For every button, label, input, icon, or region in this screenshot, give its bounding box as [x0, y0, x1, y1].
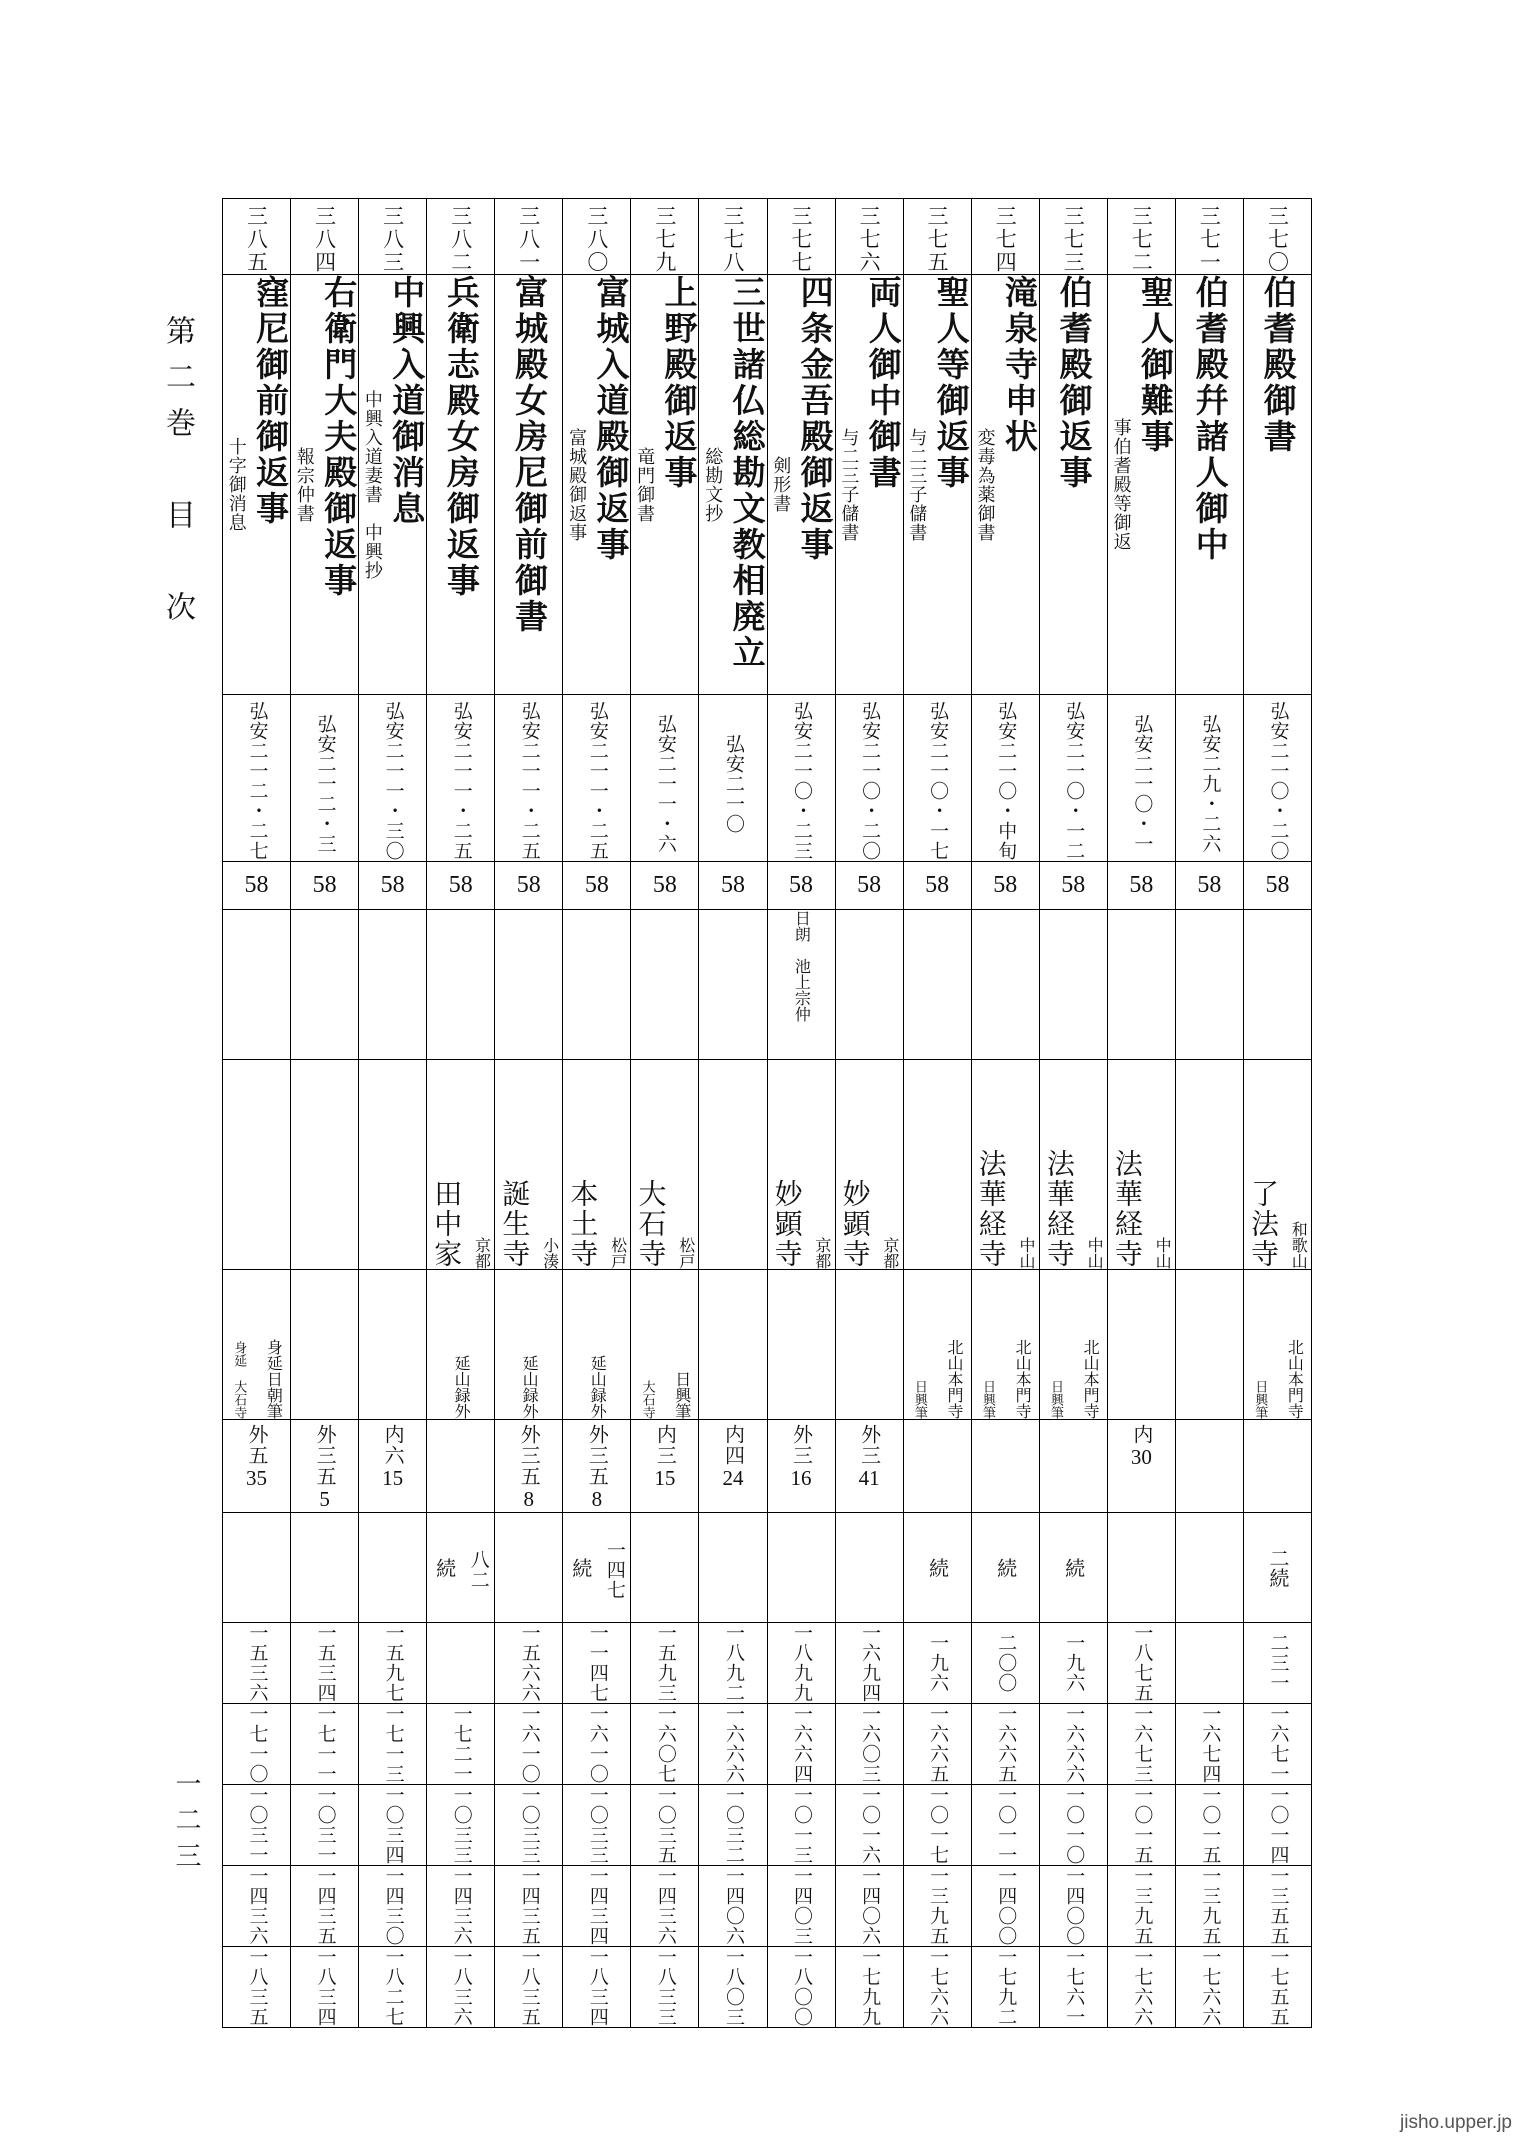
entry-place: 京都 田中家 [427, 1060, 495, 1270]
entry-ref: 一四〇六 [699, 1866, 767, 1947]
table-row-entry-inout [223, 1420, 1312, 1513]
entry-ref: 一六六五 [903, 1704, 971, 1785]
entry-number: 三八三 [359, 199, 427, 275]
entry-place: 京都 妙顕寺 [835, 1060, 903, 1270]
entry-ref: 一〇三三 [563, 1785, 631, 1866]
entry-ref: 一四三六 [631, 1866, 699, 1947]
entry-inout [903, 1420, 971, 1513]
entry-title: 聖人御難事 事伯耆殿等御返 [1107, 275, 1175, 695]
entry-ref: 一六〇七 [631, 1704, 699, 1785]
entry-title: 聖人等御返事 与二三子儲書 [903, 275, 971, 695]
entry-inout: 外三五 8 [495, 1420, 563, 1513]
entry-ref: 一四〇六 [835, 1866, 903, 1947]
entry-source: 日興筆 大石寺 [631, 1270, 699, 1420]
entry-inout [427, 1420, 495, 1513]
entry-ref: 一八〇〇 [767, 1947, 835, 2028]
entry-ref: 一五三四 [291, 1623, 359, 1704]
entry-date: 弘安二一二・二七 [223, 695, 291, 862]
entry-date: 弘安二一〇 [699, 695, 767, 862]
entry-author-note [563, 910, 631, 1060]
entry-ref [427, 1623, 495, 1704]
entry-place [699, 1060, 767, 1270]
entry-title: 窪尼御前御返事 十字御消息 [223, 275, 291, 695]
entry-date: 弘安二九・二六 [1175, 695, 1243, 862]
entry-ref: 一六一〇 [495, 1704, 563, 1785]
entry-volume: 58 [1175, 862, 1243, 910]
entry-title: 滝泉寺申状 変毒為薬御書 [971, 275, 1039, 695]
entry-ref: 一四三五 [291, 1866, 359, 1947]
entry-source [1175, 1270, 1243, 1420]
entry-place [223, 1060, 291, 1270]
entry-source: 北山本門寺 日興筆 [1243, 1270, 1311, 1420]
entry-ref: 一七一一 [291, 1704, 359, 1785]
entry-inout: 外三五 5 [291, 1420, 359, 1513]
entry-ref: 一〇三三 [495, 1785, 563, 1866]
entry-zoku: 続 [903, 1513, 971, 1623]
entry-place: 中山 法華経寺 [1107, 1060, 1175, 1270]
table-row-entry-place [223, 1060, 1312, 1270]
table-row-entry-author-note [223, 910, 1312, 1060]
entry-ref: 一七六一 [1039, 1947, 1107, 2028]
table-row-entry-ref [223, 1866, 1312, 1947]
entry-ref: 一五三六 [223, 1623, 291, 1704]
entry-ref: 一七九二 [971, 1947, 1039, 2028]
entry-title: 上野殿御返事 竜門御書 [631, 275, 699, 695]
entry-source: 北山本門寺 日興筆 [903, 1270, 971, 1420]
entry-place [359, 1060, 427, 1270]
entry-date: 弘安二一〇・一二 [1039, 695, 1107, 862]
entry-title: 伯耆殿御書 [1243, 275, 1311, 695]
entry-inout: 外三 41 [835, 1420, 903, 1513]
table-row-entry-volume [223, 862, 1312, 910]
entry-ref: 二三一 [1243, 1623, 1311, 1704]
entry-ref: 一七五五 [1243, 1947, 1311, 2028]
entry-source [767, 1270, 835, 1420]
entry-ref: 一七六六 [1107, 1947, 1175, 2028]
entry-place: 京都 妙顕寺 [767, 1060, 835, 1270]
entry-author-note [971, 910, 1039, 1060]
entry-date: 弘安二一〇・二三 [767, 695, 835, 862]
entry-zoku: 二続 [1243, 1513, 1311, 1623]
entry-ref: 一〇一五 [1175, 1785, 1243, 1866]
entry-date: 弘安二一一・二五 [427, 695, 495, 862]
entry-ref: 一四三五 [495, 1866, 563, 1947]
entry-number: 三八一 [495, 199, 563, 275]
entry-inout: 外三 16 [767, 1420, 835, 1513]
entry-number: 三七三 [1039, 199, 1107, 275]
table-row-entry-ref [223, 1785, 1312, 1866]
entry-title: 兵衛志殿女房御返事 [427, 275, 495, 695]
entry-volume: 58 [971, 862, 1039, 910]
entry-ref: 一八三四 [563, 1947, 631, 2028]
entry-ref: 一〇三一 [223, 1785, 291, 1866]
entry-zoku: 続 [971, 1513, 1039, 1623]
entry-zoku [767, 1513, 835, 1623]
entry-ref: 一六七三 [1107, 1704, 1175, 1785]
entry-source [291, 1270, 359, 1420]
entry-ref: 一七六六 [1175, 1947, 1243, 2028]
entry-inout [971, 1420, 1039, 1513]
entry-ref: 一六一〇 [563, 1704, 631, 1785]
entry-volume: 58 [631, 862, 699, 910]
entry-source: 身延日朝筆 身延 大石寺 [223, 1270, 291, 1420]
entry-place [1175, 1060, 1243, 1270]
entry-inout [1243, 1420, 1311, 1513]
entry-ref: 一四〇〇 [971, 1866, 1039, 1947]
entry-number: 三七五 [903, 199, 971, 275]
entry-volume: 58 [835, 862, 903, 910]
entry-number: 三八〇 [563, 199, 631, 275]
entry-place [903, 1060, 971, 1270]
entry-source: 延山録外 [427, 1270, 495, 1420]
entry-ref: 一八九二 [699, 1623, 767, 1704]
entry-ref: 一六六六 [699, 1704, 767, 1785]
entry-ref: 一三九五 [1107, 1866, 1175, 1947]
entry-ref: 一五九三 [631, 1623, 699, 1704]
entry-zoku [495, 1513, 563, 1623]
watermark: jisho.upper.jp [1400, 2112, 1512, 2133]
entry-title: 両人御中御書 与二三子儲書 [835, 275, 903, 695]
entry-author-note [631, 910, 699, 1060]
entry-ref: 一六九四 [835, 1623, 903, 1704]
entry-volume: 58 [427, 862, 495, 910]
entry-ref: 一八七五 [1107, 1623, 1175, 1704]
entry-ref: 二〇〇 [971, 1623, 1039, 1704]
entry-date: 弘安二一一・三〇 [359, 695, 427, 862]
entry-inout: 内三 15 [631, 1420, 699, 1513]
entry-place: 松戸 大石寺 [631, 1060, 699, 1270]
entry-place: 松戸 本土寺 [563, 1060, 631, 1270]
entry-ref: 一八〇三 [699, 1947, 767, 2028]
entry-number: 三八五 [223, 199, 291, 275]
entry-number: 三七一 [1175, 199, 1243, 275]
entry-author-note [359, 910, 427, 1060]
entry-author-note [699, 910, 767, 1060]
entry-author-note [495, 910, 563, 1060]
entry-ref: 一九六 [1039, 1623, 1107, 1704]
entry-author-note [1039, 910, 1107, 1060]
entry-date: 弘安二一〇・一 [1107, 695, 1175, 862]
entry-ref: 一〇一六 [835, 1785, 903, 1866]
entry-number: 三七〇 [1243, 199, 1311, 275]
entry-inout [1039, 1420, 1107, 1513]
entry-source [835, 1270, 903, 1420]
entry-ref: 一六六五 [971, 1704, 1039, 1785]
entry-ref: 一〇三五 [631, 1785, 699, 1866]
entry-author-note [427, 910, 495, 1060]
entry-inout: 外五 35 [223, 1420, 291, 1513]
entry-ref: 一七一三 [359, 1704, 427, 1785]
entry-author-note [1243, 910, 1311, 1060]
entry-ref: 一〇一四 [1243, 1785, 1311, 1866]
entry-volume: 58 [903, 862, 971, 910]
entry-date: 弘安二一一・二五 [563, 695, 631, 862]
entry-date: 弘安二一〇・一七 [903, 695, 971, 862]
entry-title: 中興入道御消息 中興入道妻書 中興抄 [359, 275, 427, 695]
entry-volume: 58 [767, 862, 835, 910]
entry-inout: 内六 15 [359, 1420, 427, 1513]
entry-ref: 一八九九 [767, 1623, 835, 1704]
entry-ref: 一〇一三 [767, 1785, 835, 1866]
entry-ref: 一八三三 [631, 1947, 699, 2028]
entry-ref: 一〇三二 [699, 1785, 767, 1866]
entry-date: 弘安二一〇・中旬 [971, 695, 1039, 862]
entry-ref: 一〇一一 [971, 1785, 1039, 1866]
entry-place: 中山 法華経寺 [971, 1060, 1039, 1270]
entry-ref: 一四三四 [563, 1866, 631, 1947]
entry-date: 弘安二一〇・二〇 [835, 695, 903, 862]
entry-volume: 58 [1039, 862, 1107, 910]
entry-ref: 一五九七 [359, 1623, 427, 1704]
entry-title: 四条金吾殿御返事 剣形書 [767, 275, 835, 695]
entry-author-note [835, 910, 903, 1060]
entry-volume: 58 [1243, 862, 1311, 910]
entry-zoku: 続 八二 [427, 1513, 495, 1623]
table-row-entry-ref [223, 1704, 1312, 1785]
table-row-entry-source [223, 1270, 1312, 1420]
table-row-entry-ref [223, 1947, 1312, 2028]
entry-place [291, 1060, 359, 1270]
entry-source [1107, 1270, 1175, 1420]
entry-date: 弘安二一二・三 [291, 695, 359, 862]
entry-title: 伯耆殿御返事 [1039, 275, 1107, 695]
entry-ref: 一三五五 [1243, 1866, 1311, 1947]
entry-volume: 58 [291, 862, 359, 910]
entry-number: 三七八 [699, 199, 767, 275]
table-row-entry-zoku [223, 1513, 1312, 1623]
table-row-entry-number [223, 199, 1312, 275]
entry-ref: 一四三〇 [359, 1866, 427, 1947]
entry-source [699, 1270, 767, 1420]
entry-ref: 一八三六 [427, 1947, 495, 2028]
entry-volume: 58 [699, 862, 767, 910]
entry-author-note [291, 910, 359, 1060]
entry-volume: 58 [1107, 862, 1175, 910]
entry-ref: 一〇三三 [427, 1785, 495, 1866]
entry-volume: 58 [495, 862, 563, 910]
entry-source [359, 1270, 427, 1420]
entry-source: 延山録外 [563, 1270, 631, 1420]
entry-date: 弘安二一一・六 [631, 695, 699, 862]
entry-zoku: 続 一四七 [563, 1513, 631, 1623]
entry-ref: 一〇三一 [291, 1785, 359, 1866]
entry-ref: 一八三五 [495, 1947, 563, 2028]
entry-ref: 一〇一〇 [1039, 1785, 1107, 1866]
entry-inout [1175, 1420, 1243, 1513]
entry-volume: 58 [223, 862, 291, 910]
entry-inout: 内 30 [1107, 1420, 1175, 1513]
entry-ref: 一〇一七 [903, 1785, 971, 1866]
entry-number: 三七六 [835, 199, 903, 275]
entry-zoku [699, 1513, 767, 1623]
contents-table [222, 198, 1312, 2027]
entry-zoku [631, 1513, 699, 1623]
entry-date: 弘安二一〇・二〇 [1243, 695, 1311, 862]
entry-zoku [223, 1513, 291, 1623]
entry-ref: 一四〇三 [767, 1866, 835, 1947]
entry-source: 北山本門寺 日興筆 [1039, 1270, 1107, 1420]
entry-number: 三七四 [971, 199, 1039, 275]
entry-ref: 一四三六 [427, 1866, 495, 1947]
entry-ref: 一九六 [903, 1623, 971, 1704]
entry-ref: 一八三五 [223, 1947, 291, 2028]
entry-source: 北山本門寺 日興筆 [971, 1270, 1039, 1420]
entry-inout: 内四 24 [699, 1420, 767, 1513]
entry-author-note [903, 910, 971, 1060]
entry-ref: 一六六四 [767, 1704, 835, 1785]
entry-place: 和歌山 了法寺 [1243, 1060, 1311, 1270]
entry-author-note [1107, 910, 1175, 1060]
entry-ref: 一八三四 [291, 1947, 359, 2028]
entry-zoku [291, 1513, 359, 1623]
entry-title: 伯耆殿幷諸人御中 [1175, 275, 1243, 695]
entry-number: 三七七 [767, 199, 835, 275]
entry-title: 三世諸仏総勘文教相廃立 総勘文抄 [699, 275, 767, 695]
entry-ref: 一六七四 [1175, 1704, 1243, 1785]
entry-volume: 58 [359, 862, 427, 910]
entry-inout: 外三五 8 [563, 1420, 631, 1513]
entry-ref: 一六七一 [1243, 1704, 1311, 1785]
entry-ref: 一六六六 [1039, 1704, 1107, 1785]
table-row-entry-date [223, 695, 1312, 862]
entry-ref: 一七九九 [835, 1947, 903, 2028]
entry-place: 中山 法華経寺 [1039, 1060, 1107, 1270]
entry-ref: 一七六六 [903, 1947, 971, 2028]
entry-ref: 一六〇三 [835, 1704, 903, 1785]
entry-ref: 一〇三四 [359, 1785, 427, 1866]
entry-ref: 一〇一五 [1107, 1785, 1175, 1866]
entry-title: 右衛門大夫殿御返事 報宗仲書 [291, 275, 359, 695]
entry-ref: 一一四七 [563, 1623, 631, 1704]
entry-place: 小湊 誕生寺 [495, 1060, 563, 1270]
entry-ref: 一四三六 [223, 1866, 291, 1947]
entry-title: 富城殿女房尼御前御書 [495, 275, 563, 695]
entry-number: 三七二 [1107, 199, 1175, 275]
entry-author-note: 日朗 池上宗仲 [767, 910, 835, 1060]
table-row-entry-ref [223, 1623, 1312, 1704]
entry-author-note [1175, 910, 1243, 1060]
entry-author-note [223, 910, 291, 1060]
entry-number: 三七九 [631, 199, 699, 275]
entry-zoku [1175, 1513, 1243, 1623]
entry-zoku [1107, 1513, 1175, 1623]
table-row-entry-title [223, 275, 1312, 695]
entry-ref: 一五六六 [495, 1623, 563, 1704]
page-title: 第二巻 目 次 [160, 315, 195, 637]
entry-zoku [835, 1513, 903, 1623]
entry-ref [1175, 1623, 1243, 1704]
entry-zoku: 続 [1039, 1513, 1107, 1623]
entry-ref: 一七二一 [427, 1704, 495, 1785]
entry-number: 三八二 [427, 199, 495, 275]
entry-number: 三八四 [291, 199, 359, 275]
entry-ref: 一四〇〇 [1039, 1866, 1107, 1947]
entry-date: 弘安二一一・二五 [495, 695, 563, 862]
entry-ref: 一八二七 [359, 1947, 427, 2028]
entry-volume: 58 [563, 862, 631, 910]
entry-ref: 一七一〇 [223, 1704, 291, 1785]
entry-zoku [359, 1513, 427, 1623]
entry-ref: 一三九五 [1175, 1866, 1243, 1947]
entry-source: 延山録外 [495, 1270, 563, 1420]
entry-ref: 一三九五 [903, 1866, 971, 1947]
folio-number: 一二三 [171, 1770, 201, 1878]
entry-title: 富城入道殿御返事 富城殿御返事 [563, 275, 631, 695]
